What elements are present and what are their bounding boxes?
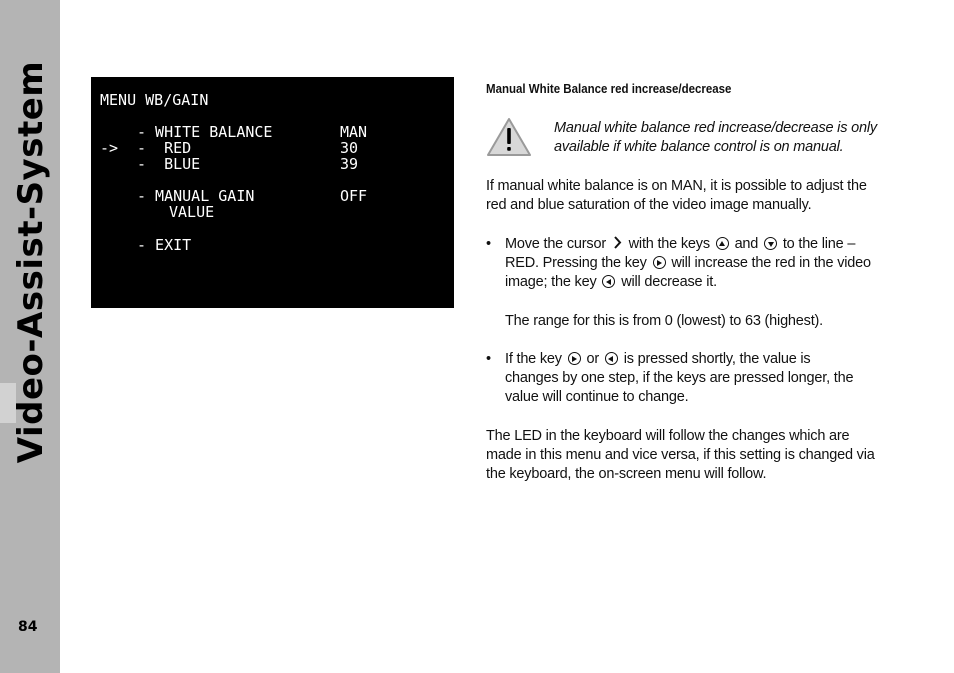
bullet-text: and [734,236,759,252]
left-arrow-key-icon [602,275,615,288]
page-number: 84 [18,619,38,635]
osd-row-label: - EXIT [137,236,192,254]
sidebar-title: Video-Assist-System [11,60,51,464]
bullet-item-key-press [505,350,865,407]
right-arrow-key-icon [568,352,581,365]
bullet-text: will decrease it. [621,274,717,290]
closing-paragraph: The LED in the keyboard will follow the changes which are made in this menu and vice versa, if this setting is changed via the keyboard, the on-screen menu will follow. [486,428,875,482]
osd-row-label: - WHITE BALANCE [137,123,273,141]
osd-row-label: - RED [137,139,192,157]
chevron-right-icon [613,236,622,249]
bullet-text: If the key [505,351,562,367]
osd-row-value: OFF [340,187,368,205]
intro-paragraph: If manual white balance is on MAN, it is possible to adjust the red and blue saturation of the video image manually. [486,178,867,213]
osd-cursor-arrow: -> [100,139,119,157]
osd-row-label: - MANUAL GAIN [137,187,255,205]
bullet-text: to the line – RED. Pressing the key [505,236,856,271]
osd-menu-screen [91,77,454,308]
osd-row-value: 30 [340,139,359,157]
bullet-text: is pressed shortly, the value is changes by one step, if the keys are pressed longer, the value will continue to change. [505,351,854,405]
osd-menu-title: MENU WB/GAIN [100,91,209,109]
bullet-text: Move the cursor [505,236,606,252]
bullet-text: will increase the red in the video image; the key [505,255,871,290]
bullet-marker: • [486,351,492,367]
bullet-marker: • [486,236,492,252]
bullet-text: with the keys [628,236,710,252]
up-arrow-key-icon [716,237,729,250]
osd-row-label: - BLUE [137,155,201,173]
osd-row-label: VALUE [169,203,215,221]
right-arrow-key-icon [653,256,666,269]
section-heading: Manual White Balance red increase/decrease [486,82,732,96]
osd-row-value: 39 [340,155,359,173]
left-arrow-key-icon [605,352,618,365]
warning-triangle-icon [486,116,532,158]
bullet-text: or [586,351,600,367]
note-text: Manual white balance red increase/decrease is only available if white balance control is on manual. [554,120,877,155]
sidebar [0,0,60,673]
range-paragraph: The range for this is from 0 (lowest) to 63 (highest). [505,313,823,329]
down-arrow-key-icon [764,237,777,250]
bullet-item-cursor-move [505,235,885,292]
osd-row-value: MAN [340,123,368,141]
